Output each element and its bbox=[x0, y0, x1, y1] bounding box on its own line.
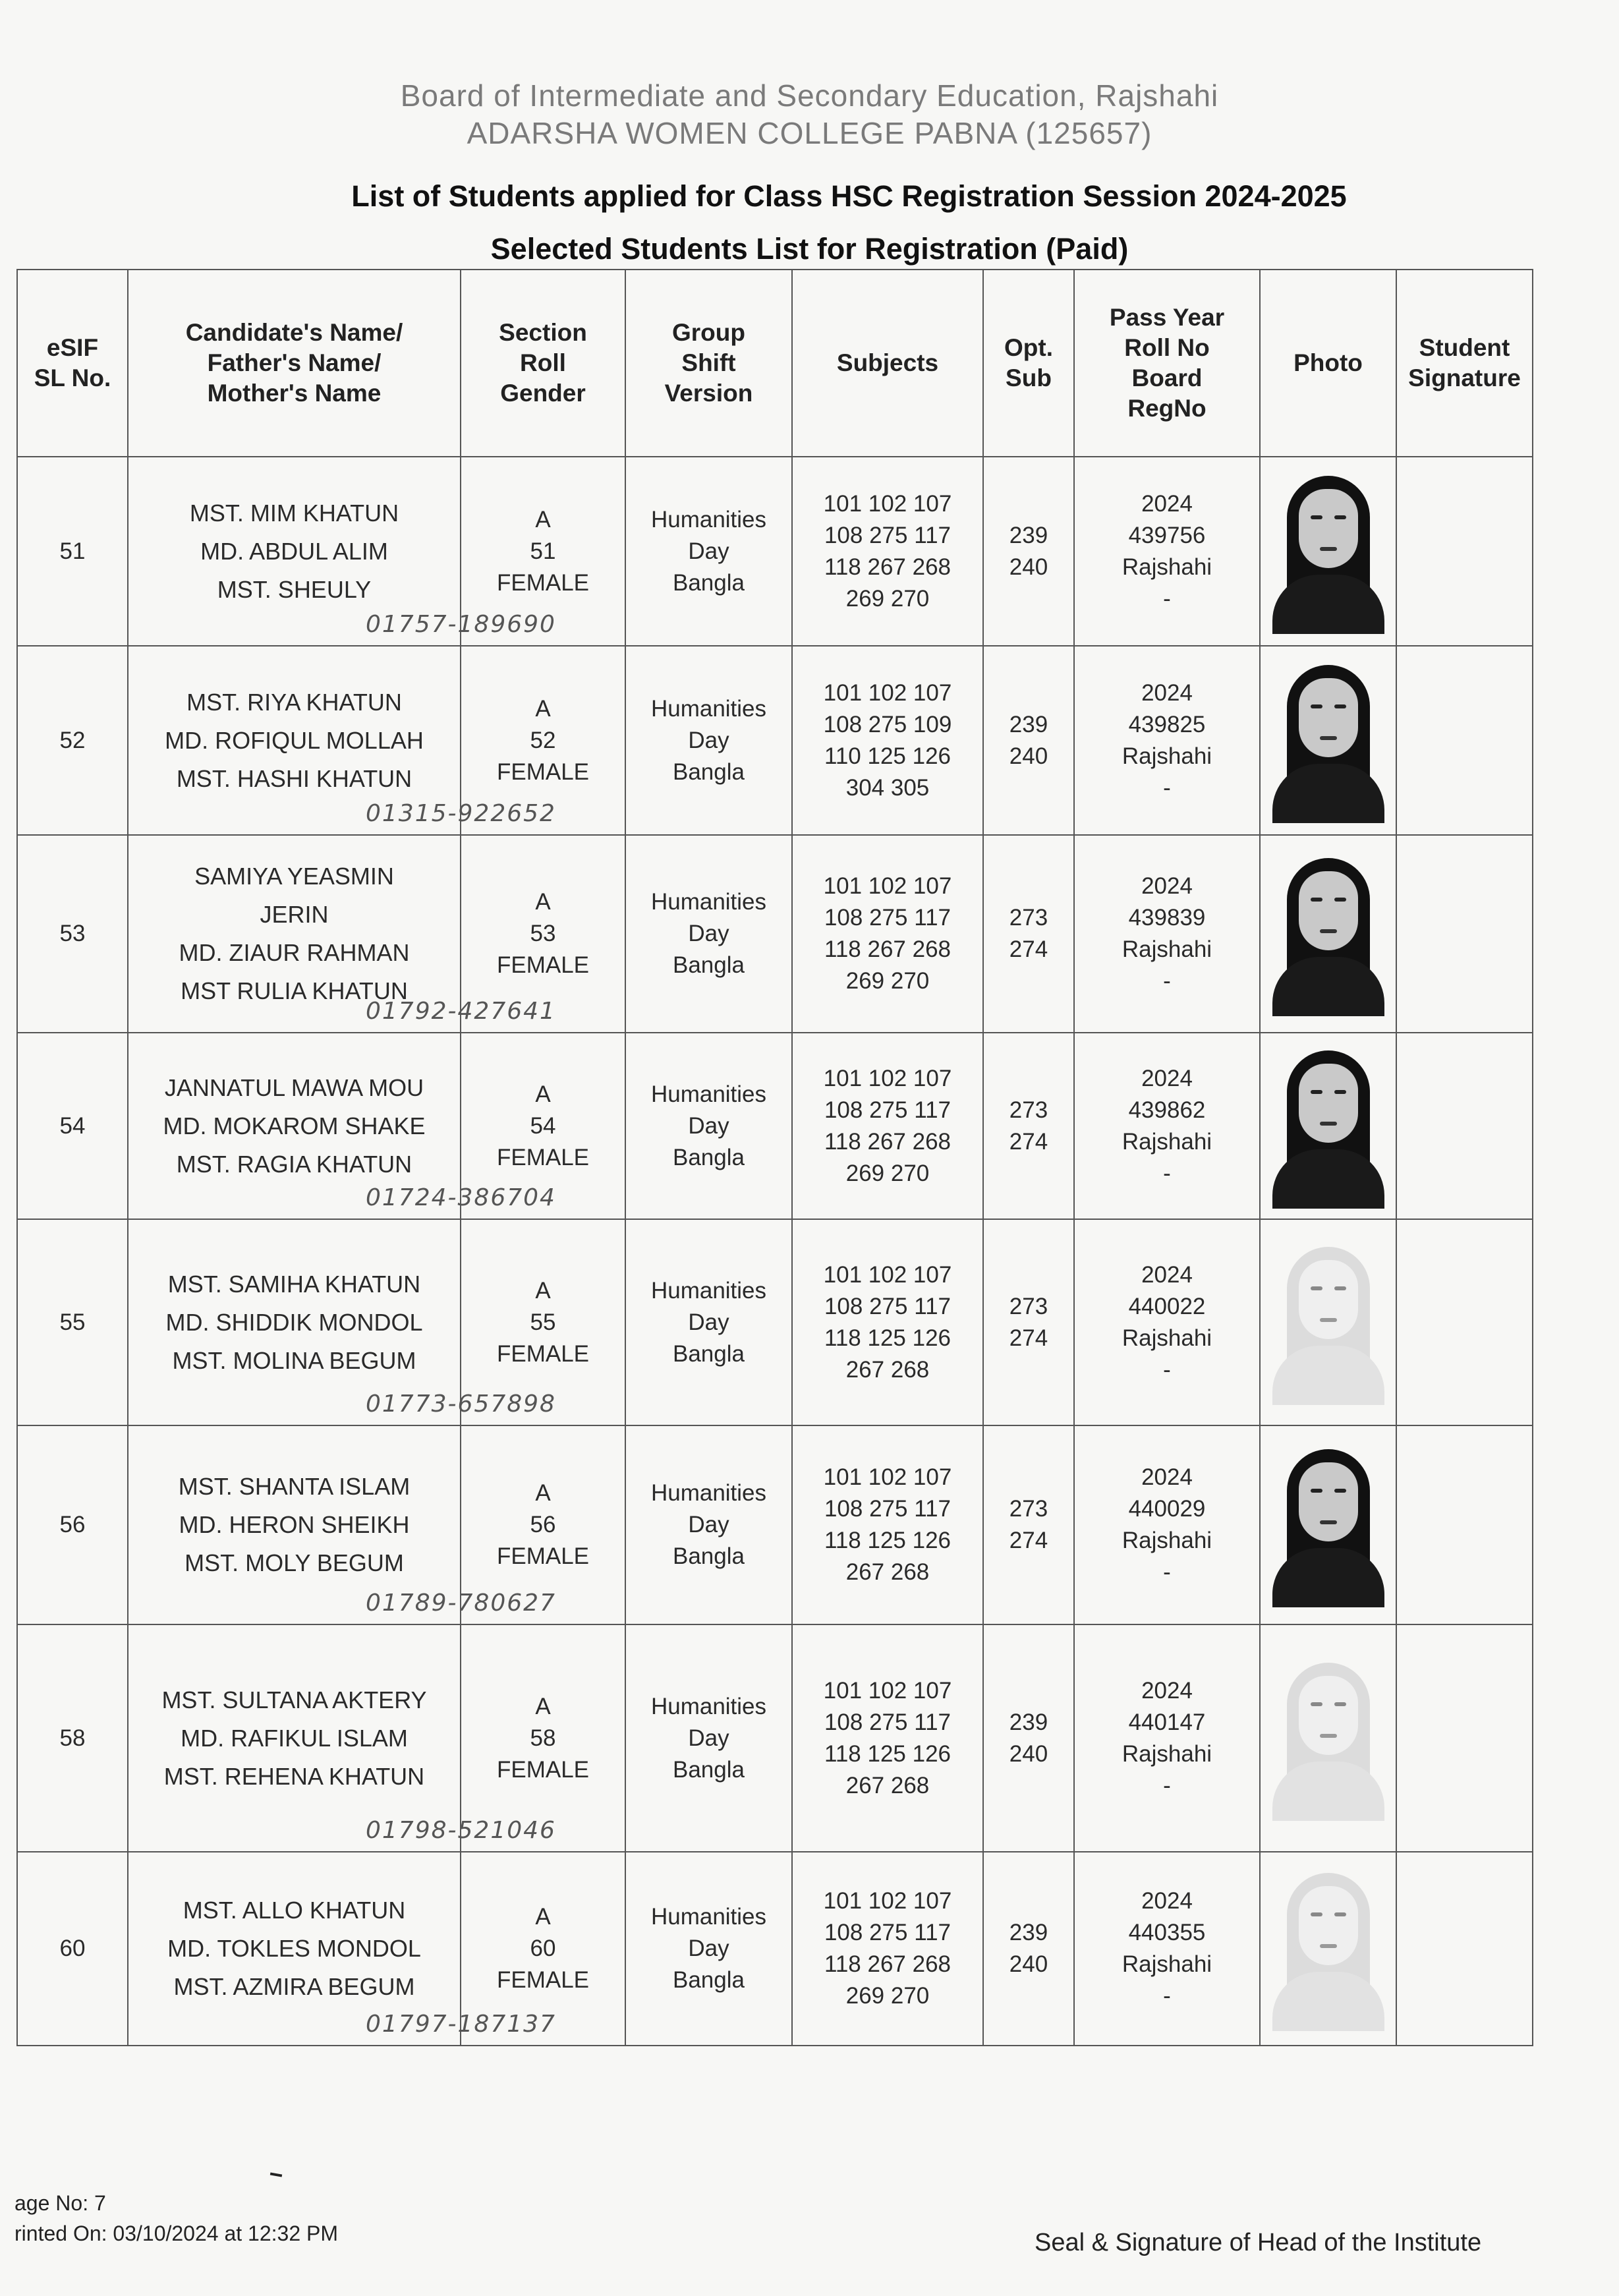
cell-line: 51 bbox=[530, 538, 556, 564]
handwritten-phone: 01315-922652 bbox=[366, 800, 556, 827]
cell-line: 118 125 126 bbox=[824, 1740, 952, 1767]
cell-group bbox=[625, 1033, 792, 1219]
cell-line: 273 bbox=[1009, 1097, 1048, 1123]
cell-line: A bbox=[535, 1693, 551, 1719]
cell-line: A bbox=[535, 506, 551, 532]
cell-line: 269 270 bbox=[845, 1160, 930, 1186]
cell-line: Bangla bbox=[673, 1967, 745, 1993]
cell-line: FEMALE bbox=[496, 1967, 590, 1993]
cell-line: 101 102 107 bbox=[823, 1065, 952, 1091]
handwritten-phone: 01773-657898 bbox=[366, 1391, 556, 1418]
cell-line: - bbox=[1163, 968, 1171, 994]
cell-pass-info bbox=[1074, 1219, 1260, 1425]
header-line: Roll No bbox=[1124, 334, 1210, 361]
cell-sl-no: 53 bbox=[17, 835, 128, 1033]
cell-line: - bbox=[1163, 585, 1171, 612]
cell-signature bbox=[1396, 457, 1533, 646]
col-pass-year bbox=[1074, 270, 1260, 457]
cell-photo bbox=[1260, 1033, 1396, 1219]
header-line: Shift bbox=[681, 349, 736, 376]
cell-line: Day bbox=[688, 921, 729, 946]
header-line: Subjects bbox=[836, 349, 939, 376]
cell-line: MST. ALLO KHATUN bbox=[183, 1897, 406, 1924]
cell-signature bbox=[1396, 835, 1533, 1033]
cell-line: Rajshahi bbox=[1122, 1740, 1212, 1767]
cell-line: Bangla bbox=[673, 952, 745, 978]
table-row bbox=[17, 646, 1533, 835]
cell-line: 101 102 107 bbox=[823, 1677, 952, 1704]
cell-subjects bbox=[792, 1425, 983, 1624]
cell-line: 118 267 268 bbox=[824, 554, 952, 580]
cell-line: 53 bbox=[530, 921, 556, 946]
cell-line: Humanities bbox=[650, 695, 767, 722]
cell-line: 110 125 126 bbox=[824, 743, 952, 769]
handwritten-phone: 01792-427641 bbox=[366, 998, 556, 1025]
cell-line: Day bbox=[688, 1309, 729, 1335]
cell-subjects bbox=[792, 1624, 983, 1852]
cell-line: MD. RAFIKUL ISLAM bbox=[181, 1724, 408, 1752]
board-name: Board of Intermediate and Secondary Education, Rajshahi bbox=[400, 78, 1219, 113]
cell-line: 439756 bbox=[1128, 522, 1206, 548]
cell-line: A bbox=[535, 1081, 551, 1107]
cell-line: 56 bbox=[530, 1512, 556, 1537]
cell-line: 274 bbox=[1009, 1528, 1048, 1553]
student-photo bbox=[1272, 1443, 1384, 1607]
seal-signature-label: Seal & Signature of Head of the Institute bbox=[1035, 2229, 1482, 2256]
cell-line: 101 102 107 bbox=[823, 1888, 952, 1914]
cell-line: 239 bbox=[1009, 522, 1048, 548]
handwritten-phone: 01789-780627 bbox=[366, 1590, 556, 1617]
cell-line: 108 275 117 bbox=[824, 1097, 952, 1123]
header-line: Father's Name/ bbox=[207, 349, 382, 376]
cell-line: Day bbox=[688, 1512, 729, 1537]
cell-photo bbox=[1260, 835, 1396, 1033]
cell-line: Humanities bbox=[650, 506, 767, 532]
cell-line: Bangla bbox=[673, 1756, 745, 1783]
cell-line: Bangla bbox=[673, 569, 745, 596]
cell-line: FEMALE bbox=[496, 1756, 590, 1783]
cell-photo bbox=[1260, 1219, 1396, 1425]
cell-line: 269 270 bbox=[845, 1983, 930, 2009]
cell-line: 2024 bbox=[1141, 1464, 1193, 1490]
cell-subjects bbox=[792, 457, 983, 646]
header-line: Board bbox=[1131, 364, 1203, 391]
cell-pass-info bbox=[1074, 1033, 1260, 1219]
cell-line: MST. SULTANA AKTERY bbox=[161, 1686, 427, 1713]
cell-line: 240 bbox=[1009, 1951, 1048, 1977]
cell-sl-no: 51 bbox=[17, 457, 128, 646]
cell-line: 239 bbox=[1009, 711, 1048, 737]
cell-line: JANNATUL MAWA MOU bbox=[164, 1074, 424, 1101]
students-table bbox=[16, 269, 1533, 2046]
col-photo bbox=[1260, 270, 1396, 457]
cell-line: 267 268 bbox=[845, 1772, 930, 1798]
cell-line: 52 bbox=[530, 727, 556, 753]
cell-line: Rajshahi bbox=[1122, 743, 1212, 769]
cell-line: 440029 bbox=[1128, 1496, 1206, 1522]
cell-line: 108 275 117 bbox=[824, 1709, 952, 1735]
cell-opt-sub bbox=[983, 1425, 1074, 1624]
cell-line: Humanities bbox=[650, 1693, 767, 1719]
student-photo bbox=[1272, 469, 1384, 634]
cell-line: 108 275 117 bbox=[824, 905, 952, 931]
cell-line: MST. HASHI KHATUN bbox=[176, 764, 412, 792]
cell-line: - bbox=[1163, 774, 1171, 801]
table-row bbox=[17, 835, 1533, 1033]
cell-line: 273 bbox=[1009, 905, 1048, 931]
cell-line: MD. ZIAUR RAHMAN bbox=[179, 939, 410, 966]
handwritten-phone: 01757-189690 bbox=[366, 611, 556, 638]
cell-line: 239 bbox=[1009, 1920, 1048, 1945]
cell-line: FEMALE bbox=[496, 1144, 590, 1170]
cell-line: 101 102 107 bbox=[823, 1261, 952, 1288]
header-line: Student bbox=[1419, 334, 1510, 361]
cell-line: MD. ABDUL ALIM bbox=[200, 537, 388, 565]
cell-line: MST. MOLY BEGUM bbox=[185, 1549, 404, 1576]
cell-subjects bbox=[792, 646, 983, 835]
cell-line: MD. HERON SHEIKH bbox=[179, 1511, 410, 1538]
cell-line: 439825 bbox=[1128, 711, 1206, 737]
cell-line: - bbox=[1163, 1160, 1171, 1186]
cell-line: 269 270 bbox=[845, 968, 930, 994]
cell-line: 274 bbox=[1009, 1325, 1048, 1351]
cell-line: MST. REHENA KHATUN bbox=[163, 1762, 425, 1790]
cell-line: Bangla bbox=[673, 1543, 745, 1569]
table-row bbox=[17, 1624, 1533, 1852]
cell-line: Rajshahi bbox=[1122, 1128, 1212, 1155]
table-row bbox=[17, 1033, 1533, 1219]
cell-opt-sub bbox=[983, 1852, 1074, 2046]
cell-line: FEMALE bbox=[496, 759, 590, 785]
cell-pass-info bbox=[1074, 646, 1260, 835]
cell-signature bbox=[1396, 1624, 1533, 1852]
col-esif bbox=[17, 270, 128, 457]
header-line: Photo bbox=[1293, 349, 1363, 376]
cell-line: - bbox=[1163, 1356, 1171, 1383]
cell-pass-info bbox=[1074, 1624, 1260, 1852]
cell-photo bbox=[1260, 646, 1396, 835]
table-body bbox=[17, 457, 1533, 2046]
cell-opt-sub bbox=[983, 1624, 1074, 1852]
cell-line: - bbox=[1163, 1983, 1171, 2009]
cell-line: 273 bbox=[1009, 1293, 1048, 1319]
header-line: RegNo bbox=[1127, 395, 1207, 422]
cell-sl-no: 54 bbox=[17, 1033, 128, 1219]
cell-line: Day bbox=[688, 1936, 729, 1961]
cell-line: 267 268 bbox=[845, 1356, 930, 1383]
cell-line: FEMALE bbox=[496, 1340, 590, 1367]
col-subjects bbox=[792, 270, 983, 457]
cell-group bbox=[625, 1425, 792, 1624]
col-group bbox=[625, 270, 792, 457]
cell-line: 101 102 107 bbox=[823, 679, 952, 706]
cell-line: 2024 bbox=[1141, 490, 1193, 517]
cell-line: Rajshahi bbox=[1122, 1325, 1212, 1351]
cell-opt-sub bbox=[983, 1219, 1074, 1425]
cell-line: 440022 bbox=[1128, 1293, 1206, 1319]
cell-line: MD. ROFIQUL MOLLAH bbox=[165, 726, 424, 754]
cell-pass-info bbox=[1074, 1852, 1260, 2046]
cell-opt-sub bbox=[983, 457, 1074, 646]
handwritten-phone: 01797-187137 bbox=[366, 2011, 556, 2038]
student-photo bbox=[1272, 1866, 1384, 2031]
cell-line: A bbox=[535, 1277, 551, 1304]
handwritten-phone: 01798-521046 bbox=[366, 1817, 556, 1844]
header-line: Candidate's Name/ bbox=[185, 319, 403, 346]
cell-sl-no: 52 bbox=[17, 646, 128, 835]
cell-group bbox=[625, 1219, 792, 1425]
cell-opt-sub bbox=[983, 835, 1074, 1033]
header-line: Version bbox=[664, 380, 753, 407]
cell-sl-no: 55 bbox=[17, 1219, 128, 1425]
cell-sl-no: 58 bbox=[17, 1624, 128, 1852]
cell-subjects bbox=[792, 1219, 983, 1425]
cell-line: FEMALE bbox=[496, 569, 590, 596]
cell-line: - bbox=[1163, 1559, 1171, 1585]
cell-line: 101 102 107 bbox=[823, 490, 952, 517]
cell-line: MST. SHEULY bbox=[217, 575, 372, 603]
cell-line: Humanities bbox=[650, 889, 767, 915]
table-row bbox=[17, 1219, 1533, 1425]
col-name bbox=[128, 270, 461, 457]
table-row bbox=[17, 1425, 1533, 1624]
cell-group bbox=[625, 1852, 792, 2046]
cell-line: 118 267 268 bbox=[824, 936, 952, 962]
cell-line: SAMIYA YEASMIN bbox=[194, 863, 394, 890]
cell-line: Day bbox=[688, 1112, 729, 1139]
cell-line: 118 125 126 bbox=[824, 1325, 952, 1351]
cell-line: A bbox=[535, 889, 551, 915]
cell-signature bbox=[1396, 1852, 1533, 2046]
cell-line: 2024 bbox=[1141, 1261, 1193, 1288]
cell-line: 273 bbox=[1009, 1496, 1048, 1522]
cell-line: MST. RAGIA KHATUN bbox=[176, 1150, 412, 1178]
header-line: Signature bbox=[1408, 364, 1521, 391]
cell-pass-info bbox=[1074, 457, 1260, 646]
cell-line: FEMALE bbox=[496, 952, 590, 978]
cell-line: 240 bbox=[1009, 1740, 1048, 1767]
cell-subjects bbox=[792, 1033, 983, 1219]
cell-line: 55 bbox=[530, 1309, 556, 1335]
cell-line: Humanities bbox=[650, 1480, 767, 1506]
cell-line: 108 275 117 bbox=[824, 1920, 952, 1945]
cell-line: 267 268 bbox=[845, 1559, 930, 1585]
cell-opt-sub bbox=[983, 1033, 1074, 1219]
printed-on: rinted On: 03/10/2024 at 12:32 PM bbox=[14, 2222, 338, 2245]
cell-line: 239 bbox=[1009, 1709, 1048, 1735]
cell-photo bbox=[1260, 1852, 1396, 2046]
cell-line: Humanities bbox=[650, 1081, 767, 1107]
col-opt-sub bbox=[983, 270, 1074, 457]
header-line: SL No. bbox=[34, 364, 111, 391]
header-line: Gender bbox=[500, 380, 586, 407]
cell-group bbox=[625, 457, 792, 646]
header-line: Roll bbox=[520, 349, 566, 376]
cell-group bbox=[625, 646, 792, 835]
handwritten-phone: 01724-386704 bbox=[366, 1184, 556, 1211]
cell-line: 108 275 109 bbox=[823, 711, 952, 737]
student-photo bbox=[1272, 851, 1384, 1016]
cell-line: MD. TOKLES MONDOL bbox=[167, 1935, 421, 1962]
cell-sl-no: 56 bbox=[17, 1425, 128, 1624]
cell-line: Rajshahi bbox=[1122, 554, 1212, 580]
cell-line: Day bbox=[688, 727, 729, 753]
cell-line: A bbox=[535, 1904, 551, 1930]
cell-line: 240 bbox=[1009, 554, 1048, 580]
cell-line: 2024 bbox=[1141, 873, 1193, 899]
cell-line: MST. SHANTA ISLAM bbox=[178, 1473, 411, 1500]
cell-subjects bbox=[792, 835, 983, 1033]
cell-line: Bangla bbox=[673, 759, 745, 785]
stray-mark bbox=[270, 2172, 282, 2177]
cell-line: MST. MIM KHATUN bbox=[189, 499, 399, 527]
cell-pass-info bbox=[1074, 835, 1260, 1033]
cell-line: Bangla bbox=[673, 1340, 745, 1367]
header-line: Mother's Name bbox=[207, 380, 382, 407]
cell-line: MD. MOKAROM SHAKE bbox=[163, 1112, 426, 1139]
cell-signature bbox=[1396, 1425, 1533, 1624]
cell-line: A bbox=[535, 695, 551, 722]
cell-line: 2024 bbox=[1141, 1677, 1193, 1704]
cell-line: Rajshahi bbox=[1122, 936, 1212, 962]
cell-line: JERIN bbox=[260, 901, 329, 928]
cell-line: 440147 bbox=[1128, 1709, 1206, 1735]
cell-line: 439839 bbox=[1128, 905, 1206, 931]
cell-line: 108 275 117 bbox=[824, 1293, 952, 1319]
cell-line: 118 267 268 bbox=[824, 1128, 952, 1155]
cell-line: - bbox=[1163, 1772, 1171, 1798]
header-line: Sub bbox=[1006, 364, 1052, 391]
cell-signature bbox=[1396, 1219, 1533, 1425]
table-row bbox=[17, 1852, 1533, 2046]
cell-sl-no: 60 bbox=[17, 1852, 128, 2046]
cell-photo bbox=[1260, 1425, 1396, 1624]
cell-line: Humanities bbox=[650, 1904, 767, 1930]
cell-group bbox=[625, 1624, 792, 1852]
cell-line: 118 267 268 bbox=[824, 1951, 952, 1977]
cell-line: MST. AZMIRA BEGUM bbox=[173, 1973, 415, 2000]
cell-line: MST RULIA KHATUN bbox=[181, 977, 408, 1004]
college-name: ADARSHA WOMEN COLLEGE PABNA (125657) bbox=[467, 116, 1152, 150]
document-title: List of Students applied for Class HSC Registration Session 2024-2025 bbox=[351, 179, 1347, 213]
header-line: eSIF bbox=[46, 334, 99, 361]
cell-opt-sub bbox=[983, 646, 1074, 835]
cell-group bbox=[625, 835, 792, 1033]
cell-line: 54 bbox=[530, 1112, 556, 1139]
cell-line: 304 305 bbox=[845, 774, 930, 801]
student-photo bbox=[1272, 658, 1384, 823]
cell-line: Day bbox=[688, 1725, 729, 1751]
cell-line: 269 270 bbox=[845, 585, 930, 612]
cell-subjects bbox=[792, 1852, 983, 2046]
cell-line: 2024 bbox=[1141, 1065, 1193, 1091]
cell-line: Rajshahi bbox=[1122, 1951, 1212, 1977]
page-number: age No: 7 bbox=[14, 2191, 106, 2215]
cell-line: Humanities bbox=[650, 1277, 767, 1304]
header-line: Section bbox=[499, 319, 587, 346]
cell-line: 108 275 117 bbox=[824, 1496, 952, 1522]
col-section bbox=[461, 270, 625, 457]
cell-line: Bangla bbox=[673, 1144, 745, 1170]
header-line: Opt. bbox=[1004, 334, 1053, 361]
cell-line: 440355 bbox=[1128, 1920, 1206, 1945]
cell-line: MST. MOLINA BEGUM bbox=[172, 1346, 416, 1374]
cell-signature bbox=[1396, 1033, 1533, 1219]
cell-line: 101 102 107 bbox=[823, 1464, 952, 1490]
student-photo bbox=[1272, 1240, 1384, 1405]
cell-line: 274 bbox=[1009, 936, 1048, 962]
cell-line: FEMALE bbox=[496, 1543, 590, 1569]
document-subtitle: Selected Students List for Registration (Paid) bbox=[490, 232, 1129, 266]
cell-line: Rajshahi bbox=[1122, 1528, 1212, 1553]
cell-line: A bbox=[535, 1480, 551, 1506]
cell-line: MST. SAMIHA KHATUN bbox=[167, 1270, 421, 1298]
cell-line: 2024 bbox=[1141, 1888, 1193, 1914]
table-row bbox=[17, 457, 1533, 646]
table-header-row bbox=[17, 270, 1533, 457]
cell-photo bbox=[1260, 1624, 1396, 1852]
cell-line: 439862 bbox=[1128, 1097, 1206, 1123]
student-photo bbox=[1272, 1656, 1384, 1821]
header-line: Pass Year bbox=[1109, 304, 1225, 331]
cell-line: 118 125 126 bbox=[824, 1528, 952, 1553]
student-photo bbox=[1272, 1044, 1384, 1209]
cell-photo bbox=[1260, 457, 1396, 646]
cell-line: 240 bbox=[1009, 743, 1048, 769]
cell-line: MST. RIYA KHATUN bbox=[186, 688, 402, 716]
cell-signature bbox=[1396, 646, 1533, 835]
col-signature bbox=[1396, 270, 1533, 457]
cell-pass-info bbox=[1074, 1425, 1260, 1624]
header-line: Group bbox=[672, 319, 745, 346]
cell-line: 60 bbox=[530, 1936, 556, 1961]
cell-line: 108 275 117 bbox=[824, 522, 952, 548]
cell-line: 274 bbox=[1009, 1128, 1048, 1155]
cell-line: 101 102 107 bbox=[823, 873, 952, 899]
cell-line: 2024 bbox=[1141, 679, 1193, 706]
cell-line: 58 bbox=[530, 1725, 556, 1751]
cell-line: Day bbox=[688, 538, 729, 564]
cell-line: MD. SHIDDIK MONDOL bbox=[165, 1308, 423, 1336]
